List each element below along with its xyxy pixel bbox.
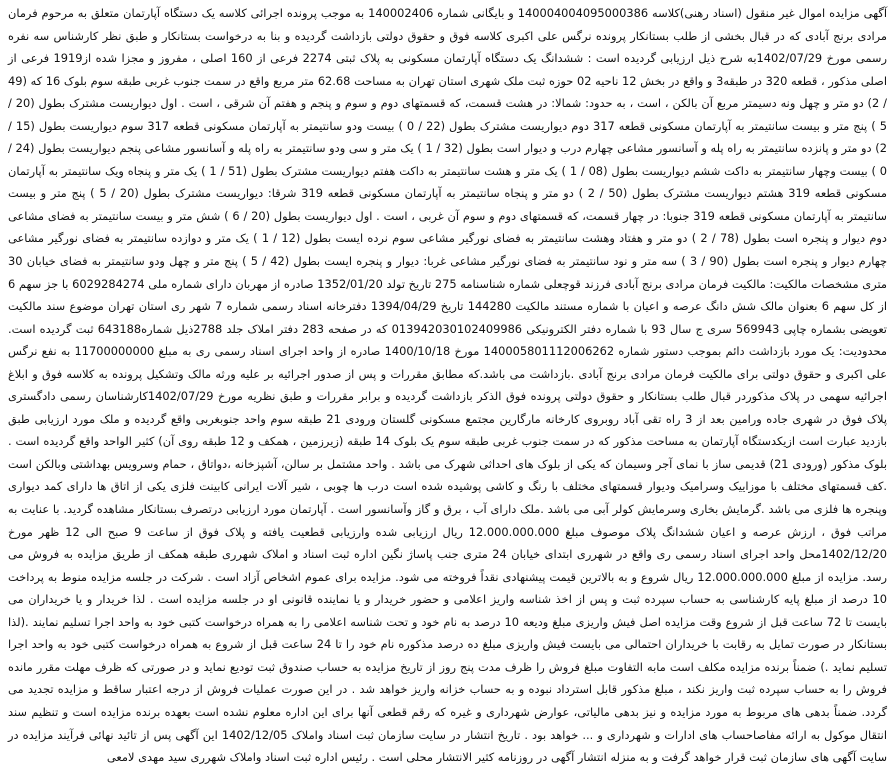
auction-notice-text: آگهی مزایده اموال غیر منقول (اسناد رهنی)کلاسه 140004004095000386 و بایگانی شماره 140002406 به موجب پرونده اجرائی کلاسه یک دستگاه آپارتمان متعلق به مرحوم فرمان مرادی برنج آبادی که در قبال بخشی از طلب بستانکار پرونده نرگس علی اکبری کلاسه فوق و حقوق دولتی بازداشت گردیده و بنا به درخواست بستانکار و طبق نظر کارشناس سه نفره رسمی مورخ 1402/07/29به شرح ذیل ارزیابی گردیده است : ششدانگ یک دستگاه آپارتمان مسکونی به پلاک ثبتی 2274 فرعی از 160 اصلی ، مفروز و مجزا شده از1919 فرعی از اصلی مذکور ، قطعه 320 در طبقه3 و واقع در بخش 12 ناحیه 02 حوزه ثبت ملک شهری استان تهران به مساحت 62.68 متر مربع واقع در سمت جنوب غربی طبقه سوم بلوک 16 که (49 / 2) دو متر و چهل ونه دسیمتر مربع آن بالکن ، است ، به حدود: شمالا: در هشت قسمت، که قسمتهای دوم و سوم و پنجم و هفتم آن شرقی ، است . اول دیواریست مشترک بطول (20 / 5 ) پنج متر و بیست سانتیمتر به آپارتمان مسکونی قطعه 317 دوم دیواریست مشترک بطول (22 / 0 ) بیست ودو سانتیمتر به آپارتمان مسکونی قطعه 317 سوم دیواریست بطول (15 / 2) دو متر و پانزده سانتیمتر به راه پله و آسانسور مشاعی چهارم درب و دیوار است بطول (32 / 1 ) یک متر و سی ودو سانتیمتر به راه پله و آسانسور مشاعی پنجم دیواریست بطول (24 / 0 ) بیست وچهار سانتیمتر به داکت ششم دیواریست بطول (08 / 1 ) یک متر و هشت سانتیمتر به داکت هفتم دیواریست مشترک بطول (51 / 1 ) یک متر و پنجاه ویک سانتیمتر به آپارتمان مسکونی قطعه 319 هشتم دیواریست مشترک بطول (50 / 2 ) دو متر و پنجاه سانتیمتر به آپارتمان مسکونی قطعه 319 شرقا: دیواریست مشترک بطول (20 / 5 ) پنج متر و بیست سانتیمتر به آپارتمان مسکونی قطعه 319 جنوبا: در چهار قسمت، که قسمتهای دوم و سوم آن غربی ، است . اول دیواریست بطول (20 / 6 ) شش متر و بیست سانتیمتر به فضای مشاعی دوم دیوار و پنجره است بطول (78 / 2 ) دو متر و هفتاد وهشت سانتیمتر به فضای نورگیر مشاعی سوم نرده ایست بطول (12 / 1 ) یک متر و دوازده سانتیمتر به فضای نورگیر مشاعی چهارم دیوار و پنجره است بطول (90 / 3 ) سه متر و نود سانتیمتر به فضای نورگیر مشاعی غربا: دیوار و پنجره ایست بطول (42 / 5 ) پنج متر و چهل ودو سانتیمتر به فضای خیابان 30 متری مشخصات مالکیت: مالکیت فرمان مرادی برنج آبادی فرزند قوچعلی شماره شناسنامه 275 تاریخ تولد 1352/01/20 صادره از مهربان دارای شماره ملی 6029284274 با جز سهم 6 از کل سهم 6 بعنوان مالک شش دانگ عرصه و اعیان با شماره مستند مالکیت 144280 تاریخ 1394/04/29 دفترخانه اسناد رسمی شماره 7 شهر ری استان تهران موضوع سند مالکیت تعویضی بشماره چاپی 569943 سری ج سال 93 با شماره دفتر الکترونیکی 013942030102409986 که در صفحه 283 دفتر املاک جلد 2788ذیل شماره643188 ثبت گردیده است. محدودیت: یک مورد بازداشت دائم بموجب دستور شماره 140005801112006262 مورخ 1400/10/18 صادره از واحد اجرای اسناد رسمی ری به مبلغ 11700000000 به نفع نرگس علی اکبری و حقوق دولتی برای مالکیت فرمان مرادی برنج آبادی .بازداشت می باشد.که مطابق مقررات و پس از صدور اجرائیه بر علیه ورثه مالک وتشکیل پرونده به کلاسه فوق و ابلاغ اجرائیه سهمی در پلاک مذکوردر قبال طلب بستانکار و حقوق دولتی پرونده فوق الذکر بازداشت گردیده و برابر مقررات و طبق نظریه مورخ 1402/07/29کارشناسان رسمی دادگستری پلاک فوق در شهری جاده ورامین بعد از 3 راه تقی آباد روبروی کارخانه مارگارین مجتمع مسکونی گلستان ورودی 21 طبقه سوم واحد جنوبغربی واقع گردیده و ملک مورد ارزیابی طبق بازدید عبارت است ازیکدستگاه آپارتمان به مساحت مذکور که در سمت جنوب غربی طبقه سوم یک بلوک 14 طبقه (زیرزمین ، همکف و 12 طبقه روی آن) کثیر الواحد واقع گردیده است . بلوک مذکور (ورودی 21) قدیمی ساز با نمای آجر وسیمان که یکی از بلوک های احداثی شهرک می باشد . واحد مشتمل بر سالن، آشپزخانه ،دواتاق ، حمام وسرویس بهداشتی وبالکن است .کف قسمتهای مختلف با موزاییک وسرامیک ودیوار قسمتهای مختلف با رنگ و کاشی پوشیده شده است درب ها چوبی ، شیر آلات ایرانی کابینت فلزی یکی از اتاق ها دارای کمد دیواری وپنجره ها فلزی می باشد .گرمایش بخاری وسرمایش کولر آبی می باشد .ملک دارای آب ، برق و گاز وآسانسور است . آپارتمان مورد ارزیابی درتصرف بستانکار مشاهده گردید. با عنایت به مراتب فوق ، ارزش عرصه و اعیان ششدانگ پلاک موصوف مبلغ 12.000.000.000 ریال ارزیابی شده وارزیابی قطعیت یافته و پلاک فوق از ساعت 9 صبح الی 12 ظهر مورخ 1402/12/20محل واحد اجرای اسناد رسمی ری واقع در شهرری ابتدای خیابان 24 متری جنب پاساژ نگین اداره ثبت اسناد و املاک شهرری طبقه همکف از طریق مزایده به فروش می رسد. مزایده از مبلغ 12.000.000.000 ریال شروع و به بالاترین قیمت پیشنهادی نقداً فروخته می شود. مزایده برای عموم اشخاص آزاد است . شرکت در جلسه مزایده منوط به پرداخت 10 درصد از مبلغ پایه کارشناسی به حساب سپرده ثبت و پس از اخذ شناسه واریز اعلامی و حضور خریدار و یا نماینده قانونی او در جلسه مزایده است . لذا خریدار و یا خریداران می بایست تا 72 ساعت قبل از شروع وقت مزایده اصل فیش واریزی مبلغ ودیعه 10 درصد به نام خود و تحت شناسه اعلامی را به همراه درخواست کتبی خود به واحد اجرا تسلیم نمایند .(لذا بستانکار در صورت تمایل به رقابت با خریداران احتمالی می بایست فیش واریزی مبلغ ده درصد مذکوره نام خود را تا 24 ساعت قبل از شروع به همراه درخواست کتبی خود به واحد اجرا تسلیم نماید .) ضمناً برنده مزایده مکلف است مابه التفاوت مبلغ فروش را ظرف مدت پنج روز از تاریخ مزایده به حساب صندوق ثبت تودیع نماید و در صورتی که ظرف مهلت مقرر مانده فروش را به حساب سپرده ثبت واریز نکند ، مبلغ مذکور قابل استرداد نبوده و به حساب خزانه واریز خواهد شد . در این صورت عملیات فروش از درجه اعتبار ساقط و مزایده تجدید می گردد. ضمناً بدهی های مربوط به مورد مزایده و نیز بدهی مالیاتی، عوارض شهرداری و غیره که رقم قطعی آنها برای این اداره معلوم نشده است بعهده برنده مزایده است و تنظیم سند انتقال موکول به ارائه مفاصاحساب های ادارات و شهرداری و ... خواهد بود . تاریخ انتشار در سایت سازمان ثبت اسناد واملاک 1402/12/05 این آگهی پس از تائید نهائی فرآیند مزایده در سایت آگهی های سازمان ثبت قرار خواهد گرفت و به منزله انتشار آگهی در روزنامه کثیر الانتشار محلی است . رئیس اداره ثبت اسناد واملاک شهرری سید مهدی لامعی [8,6,888,765]
